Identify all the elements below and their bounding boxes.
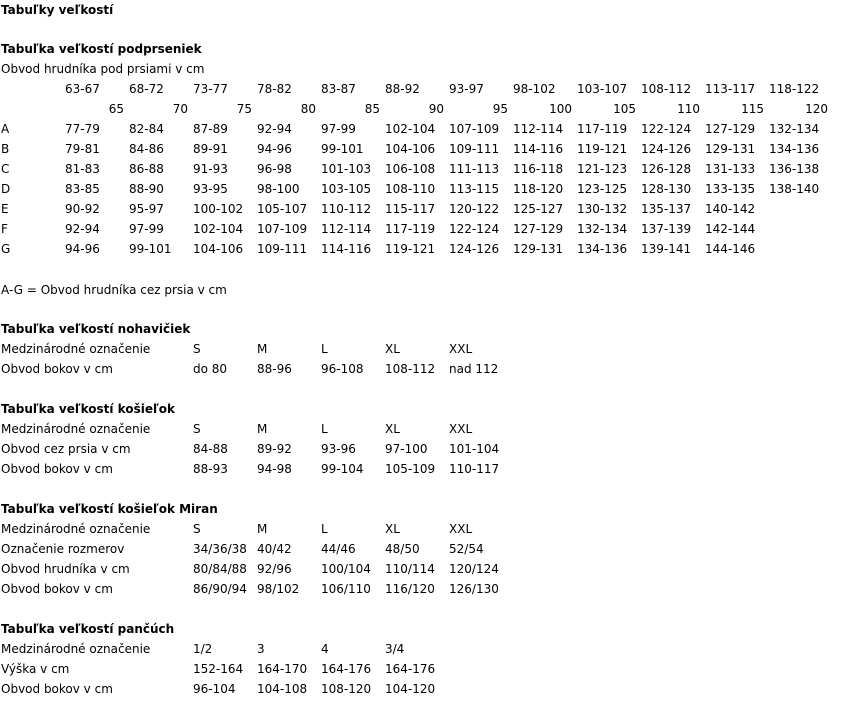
size-table-cell: XXL	[449, 342, 473, 356]
bra-size-cell: 122-124	[641, 122, 692, 136]
band-size-header: 75	[236, 102, 252, 116]
band-size-header: 120	[805, 102, 828, 116]
size-table-cell: 88-93	[193, 462, 228, 476]
underbust-range-header: 103-107	[577, 82, 628, 96]
size-table-cell: 48/50	[385, 542, 420, 556]
bra-size-cell: 107-109	[449, 122, 500, 136]
size-table-row-label: Medzinárodné označenie	[1, 342, 151, 356]
bra-size-cell: 79-81	[65, 142, 100, 156]
bra-size-cell: 134-136	[769, 142, 820, 156]
bra-size-cell: 118-120	[513, 182, 564, 196]
size-table-cell: 92/96	[257, 562, 292, 576]
bra-size-cell: 116-118	[513, 162, 564, 176]
bra-size-cell: 84-86	[129, 142, 164, 156]
size-table-cell: M	[257, 342, 268, 356]
bra-size-cell: 132-134	[577, 222, 628, 236]
size-table-row-label: Obvod cez prsia v cm	[1, 442, 131, 456]
size-table-cell: 98/102	[257, 582, 300, 596]
size-table-cell: 4	[321, 642, 329, 656]
size-table-row-label: Označenie rozmerov	[1, 542, 125, 556]
bra-size-cell: 87-89	[193, 122, 228, 136]
bra-size-cell: 77-79	[65, 122, 100, 136]
bra-size-cell: 93-95	[193, 182, 228, 196]
bra-size-cell: 139-141	[641, 242, 692, 256]
bra-size-cell: 129-131	[705, 142, 756, 156]
bra-size-cell: 122-124	[449, 222, 500, 236]
size-table-cell: L	[321, 422, 328, 436]
cup-label: B	[1, 142, 10, 156]
size-table-cell: nad 112	[449, 362, 499, 376]
bra-size-cell: 83-85	[65, 182, 100, 196]
bra-size-cell: 115-117	[385, 202, 436, 216]
bra-size-cell: 106-108	[385, 162, 436, 176]
underbust-range-header: 93-97	[449, 82, 484, 96]
size-table-heading: Tabuľka veľkostí košieľok	[1, 402, 175, 416]
size-table-heading: Tabuľka veľkostí košieľok Miran	[1, 502, 218, 516]
bra-size-cell: 135-137	[641, 202, 692, 216]
bra-size-cell: 104-106	[385, 142, 436, 156]
bra-size-cell: 128-130	[641, 182, 692, 196]
size-table-cell: L	[321, 522, 328, 536]
bra-size-cell: 132-134	[769, 122, 820, 136]
size-table-cell: L	[321, 342, 328, 356]
bra-size-cell: 98-100	[257, 182, 300, 196]
underbust-range-header: 98-102	[513, 82, 556, 96]
band-size-header: 95	[492, 102, 508, 116]
size-table-cell: 84-88	[193, 442, 228, 456]
size-table-cell: 99-104	[321, 462, 364, 476]
bra-size-cell: 108-110	[385, 182, 436, 196]
size-table-cell: 94-98	[257, 462, 292, 476]
bra-size-cell: 110-112	[321, 202, 372, 216]
bra-size-cell: 94-96	[65, 242, 100, 256]
bra-size-cell: 131-133	[705, 162, 756, 176]
size-table-row-label: Obvod bokov v cm	[1, 462, 113, 476]
bra-table-heading: Tabuľka veľkostí podprseniek	[1, 42, 202, 56]
size-table-cell: 80/84/88	[193, 562, 247, 576]
size-table-cell: M	[257, 422, 268, 436]
bra-size-cell: 95-97	[129, 202, 164, 216]
bra-size-cell: 127-129	[705, 122, 756, 136]
band-size-header: 70	[172, 102, 188, 116]
bra-size-cell: 112-114	[513, 122, 564, 136]
bra-size-cell: 100-102	[193, 202, 244, 216]
size-table-cell: 100/104	[321, 562, 371, 576]
size-table-cell: 3/4	[385, 642, 405, 656]
size-table-row-label: Medzinárodné označenie	[1, 422, 151, 436]
size-table-cell: 164-170	[257, 662, 308, 676]
size-table-cell: 88-96	[257, 362, 292, 376]
bra-size-cell: 126-128	[641, 162, 692, 176]
size-table-cell: 89-92	[257, 442, 292, 456]
band-size-header: 90	[428, 102, 444, 116]
band-size-header: 65	[108, 102, 124, 116]
size-table-cell: S	[193, 342, 201, 356]
size-table-cell: do 80	[193, 362, 228, 376]
bra-size-cell: 105-107	[257, 202, 308, 216]
size-table-cell: 40/42	[257, 542, 292, 556]
cup-label: A	[1, 122, 10, 136]
bra-size-cell: 138-140	[769, 182, 820, 196]
size-table-row-label: Medzinárodné označenie	[1, 642, 151, 656]
bra-size-cell: 124-126	[641, 142, 692, 156]
bra-size-cell: 130-132	[577, 202, 628, 216]
bra-size-cell: 119-121	[577, 142, 628, 156]
bra-size-cell: 137-139	[641, 222, 692, 236]
bra-size-cell: 133-135	[705, 182, 756, 196]
cup-label: E	[1, 202, 9, 216]
size-table-row-label: Výška v cm	[1, 662, 70, 676]
size-table-cell: 1/2	[193, 642, 213, 656]
bra-table-note: A-G = Obvod hrudníka cez prsia v cm	[1, 283, 227, 297]
bra-size-cell: 103-105	[321, 182, 372, 196]
bra-size-cell: 82-84	[129, 122, 164, 136]
bra-size-cell: 144-146	[705, 242, 756, 256]
bra-size-cell: 112-114	[321, 222, 372, 236]
bra-size-cell: 117-119	[385, 222, 436, 236]
bra-size-cell: 129-131	[513, 242, 564, 256]
band-size-header: 110	[677, 102, 700, 116]
size-table-cell: 110/114	[385, 562, 435, 576]
bra-size-cell: 91-93	[193, 162, 228, 176]
bra-size-cell: 124-126	[449, 242, 500, 256]
size-table-cell: XL	[385, 522, 400, 536]
bra-size-cell: 90-92	[65, 202, 100, 216]
bra-size-cell: 92-94	[257, 122, 292, 136]
underbust-range-header: 68-72	[129, 82, 164, 96]
bra-size-cell: 96-98	[257, 162, 292, 176]
bra-size-cell: 140-142	[705, 202, 756, 216]
size-table-cell: XXL	[449, 522, 473, 536]
size-table-cell: S	[193, 422, 201, 436]
size-table-cell: 52/54	[449, 542, 484, 556]
size-table-row-label: Medzinárodné označenie	[1, 522, 151, 536]
band-size-header: 85	[364, 102, 380, 116]
bra-size-cell: 99-101	[321, 142, 364, 156]
bra-size-cell: 117-119	[577, 122, 628, 136]
bra-size-cell: 114-116	[321, 242, 372, 256]
bra-size-cell: 102-104	[193, 222, 244, 236]
bra-size-cell: 104-106	[193, 242, 244, 256]
size-table-cell: 96-108	[321, 362, 364, 376]
size-table-cell: 120/124	[449, 562, 499, 576]
bra-size-cell: 101-103	[321, 162, 372, 176]
bra-size-cell: 107-109	[257, 222, 308, 236]
bra-size-cell: 134-136	[577, 242, 628, 256]
size-table-row-label: Obvod bokov v cm	[1, 582, 113, 596]
underbust-range-header: 78-82	[257, 82, 292, 96]
size-table-row-label: Obvod bokov v cm	[1, 682, 113, 696]
size-table-cell: 106/110	[321, 582, 371, 596]
cup-label: F	[1, 222, 8, 236]
bra-size-cell: 111-113	[449, 162, 500, 176]
bra-size-cell: 127-129	[513, 222, 564, 236]
bra-size-cell: 89-91	[193, 142, 228, 156]
size-table-cell: 3	[257, 642, 265, 656]
size-table-cell: XL	[385, 422, 400, 436]
size-table-heading: Tabuľka veľkostí nohavičiek	[1, 322, 191, 336]
bra-size-cell: 102-104	[385, 122, 436, 136]
bra-size-cell: 119-121	[385, 242, 436, 256]
band-size-header: 115	[741, 102, 764, 116]
bra-table-subheading: Obvod hrudníka pod prsiami v cm	[1, 62, 205, 76]
size-table-cell: 164-176	[385, 662, 436, 676]
size-table-cell: 105-109	[385, 462, 436, 476]
size-table-heading: Tabuľka veľkostí pančúch	[1, 622, 175, 636]
underbust-range-header: 63-67	[65, 82, 100, 96]
size-table-cell: 164-176	[321, 662, 372, 676]
bra-size-cell: 114-116	[513, 142, 564, 156]
size-table-cell: 104-120	[385, 682, 436, 696]
size-table-cell: 108-112	[385, 362, 436, 376]
bra-size-cell: 81-83	[65, 162, 100, 176]
bra-size-cell: 120-122	[449, 202, 500, 216]
bra-size-cell: 125-127	[513, 202, 564, 216]
cup-label: D	[1, 182, 11, 196]
bra-size-cell: 123-125	[577, 182, 628, 196]
bra-size-cell: 113-115	[449, 182, 500, 196]
band-size-header: 105	[613, 102, 636, 116]
bra-size-cell: 99-101	[129, 242, 172, 256]
cup-label: C	[1, 162, 10, 176]
size-table-cell: 104-108	[257, 682, 308, 696]
underbust-range-header: 108-112	[641, 82, 692, 96]
size-table-cell: M	[257, 522, 268, 536]
bra-size-cell: 109-111	[257, 242, 308, 256]
size-table-cell: 34/36/38	[193, 542, 247, 556]
bra-size-cell: 97-99	[321, 122, 356, 136]
bra-size-cell: 92-94	[65, 222, 100, 236]
size-table-cell: 96-104	[193, 682, 236, 696]
bra-size-cell: 97-99	[129, 222, 164, 236]
size-table-row-label: Obvod hrudníka v cm	[1, 562, 130, 576]
cup-label: G	[1, 242, 11, 256]
underbust-range-header: 73-77	[193, 82, 228, 96]
bra-size-cell: 86-88	[129, 162, 164, 176]
size-table-cell: 152-164	[193, 662, 244, 676]
band-size-header: 80	[300, 102, 316, 116]
bra-size-cell: 88-90	[129, 182, 164, 196]
underbust-range-header: 118-122	[769, 82, 820, 96]
underbust-range-header: 83-87	[321, 82, 356, 96]
bra-size-cell: 121-123	[577, 162, 628, 176]
underbust-range-header: 113-117	[705, 82, 756, 96]
size-table-cell: 101-104	[449, 442, 500, 456]
bra-size-cell: 109-111	[449, 142, 500, 156]
size-table-cell: 97-100	[385, 442, 428, 456]
size-table-cell: 116/120	[385, 582, 435, 596]
band-size-header: 100	[549, 102, 572, 116]
size-table-cell: 86/90/94	[193, 582, 247, 596]
bra-size-cell: 142-144	[705, 222, 756, 236]
size-table-cell: XXL	[449, 422, 473, 436]
size-table-cell: 108-120	[321, 682, 372, 696]
underbust-range-header: 88-92	[385, 82, 420, 96]
size-table-cell: XL	[385, 342, 400, 356]
size-table-cell: S	[193, 522, 201, 536]
size-table-row-label: Obvod bokov v cm	[1, 362, 113, 376]
size-table-cell: 44/46	[321, 542, 356, 556]
size-table-cell: 126/130	[449, 582, 499, 596]
bra-size-cell: 136-138	[769, 162, 820, 176]
page-title: Tabuľky veľkostí	[1, 3, 114, 17]
size-table-cell: 93-96	[321, 442, 356, 456]
size-table-cell: 110-117	[449, 462, 500, 476]
bra-size-cell: 94-96	[257, 142, 292, 156]
